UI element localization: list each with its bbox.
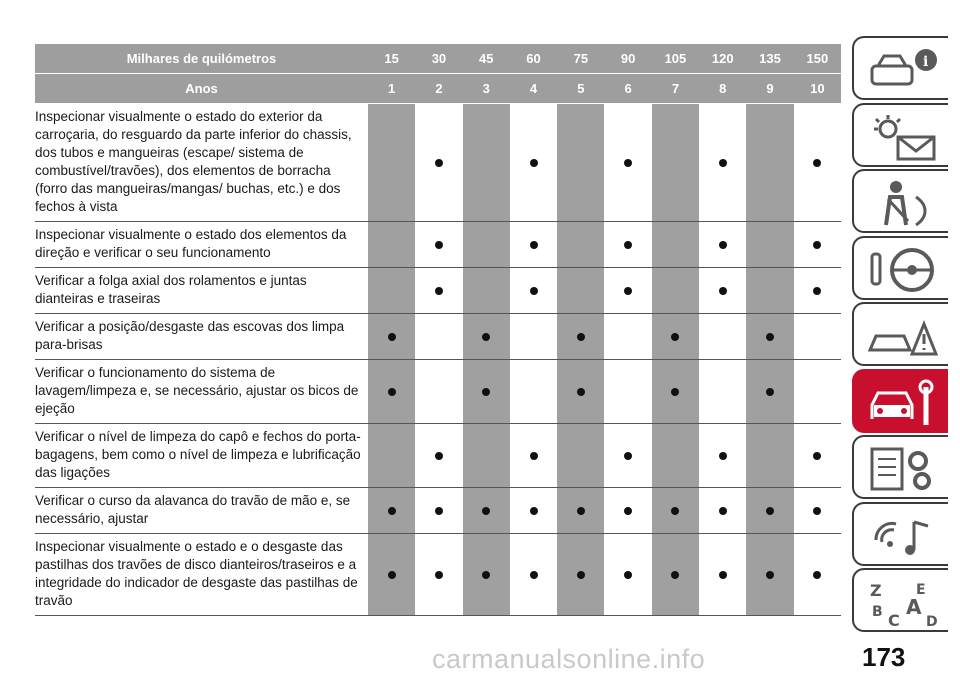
interval-cell [604,360,651,424]
interval-cell [604,534,651,616]
interval-cell [604,488,651,534]
sidebar-tab-technical-data[interactable] [852,435,948,499]
scheduled-dot-icon [482,571,490,579]
sidebar-tab-car-info[interactable] [852,36,948,100]
interval-cell [604,222,651,268]
scheduled-dot-icon [530,241,538,249]
interval-cell [415,268,462,314]
maintenance-schedule-table [35,44,841,616]
technical-data-icon [866,443,940,495]
interval-cell [415,534,462,616]
svg-text:C: C [888,611,900,628]
header-row-years [35,74,841,104]
scheduled-dot-icon [813,571,821,579]
interval-cell [794,104,841,222]
scheduled-dot-icon [435,507,443,515]
interval-cell [746,104,793,222]
interval-cell [368,534,415,616]
table-row [35,534,841,616]
interval-cell [794,360,841,424]
interval-cell [746,314,793,360]
interval-cell [746,268,793,314]
table-row [35,314,841,360]
interval-cell [746,360,793,424]
interval-cell [415,314,462,360]
interval-cell [368,268,415,314]
header-years-label: Anos [35,74,368,104]
header-km-105: 105 [652,44,699,74]
scheduled-dot-icon [530,159,538,167]
interval-cell [415,424,462,488]
scheduled-dot-icon [624,571,632,579]
header-year-6: 6 [604,74,651,104]
interval-cell [699,424,746,488]
scheduled-dot-icon [719,507,727,515]
header-year-9: 9 [746,74,793,104]
scheduled-dot-icon [482,333,490,341]
warning-lights-icon [866,111,940,163]
scheduled-dot-icon [624,241,632,249]
scheduled-dot-icon [388,333,396,341]
sidebar-tab-multimedia[interactable] [852,502,948,566]
interval-cell [463,534,510,616]
emergency-icon [866,310,940,362]
interval-cell [510,268,557,314]
header-year-5: 5 [557,74,604,104]
scheduled-dot-icon [577,388,585,396]
table-row [35,424,841,488]
scheduled-dot-icon [719,452,727,460]
scheduled-dot-icon [577,333,585,341]
interval-cell [699,488,746,534]
header-year-1: 1 [368,74,415,104]
interval-cell [699,534,746,616]
scheduled-dot-icon [719,287,727,295]
header-km-120: 120 [699,44,746,74]
scheduled-dot-icon [624,507,632,515]
interval-cell [652,534,699,616]
schedule-body [35,104,841,616]
scheduled-dot-icon [813,159,821,167]
header-km-30: 30 [415,44,462,74]
interval-cell [415,104,462,222]
scheduled-dot-icon [530,287,538,295]
scheduled-dot-icon [671,507,679,515]
scheduled-dot-icon [388,571,396,579]
car-info-icon [866,44,940,96]
scheduled-dot-icon [530,507,538,515]
scheduled-dot-icon [719,241,727,249]
interval-cell [510,360,557,424]
interval-cell [368,424,415,488]
interval-cell [510,424,557,488]
scheduled-dot-icon [813,452,821,460]
header-km-90: 90 [604,44,651,74]
multimedia-icon [866,510,940,562]
interval-cell [368,104,415,222]
scheduled-dot-icon [813,507,821,515]
interval-cell [652,424,699,488]
interval-cell [557,314,604,360]
interval-cell [794,314,841,360]
interval-cell [463,360,510,424]
scheduled-dot-icon [482,388,490,396]
header-year-7: 7 [652,74,699,104]
header-year-10: 10 [794,74,841,104]
interval-cell [463,268,510,314]
sidebar-tab-steering-wheel[interactable] [852,236,948,300]
scheduled-dot-icon [719,571,727,579]
interval-cell [557,268,604,314]
interval-cell [604,268,651,314]
table-row [35,268,841,314]
interval-cell [557,360,604,424]
header-year-3: 3 [463,74,510,104]
table-row [35,360,841,424]
sidebar-tab-car-maintenance[interactable] [852,369,948,433]
scheduled-dot-icon [813,241,821,249]
interval-cell [652,268,699,314]
scheduled-dot-icon [435,571,443,579]
interval-cell [699,222,746,268]
interval-cell [510,222,557,268]
interval-cell [557,534,604,616]
interval-cell [794,424,841,488]
interval-cell [794,534,841,616]
scheduled-dot-icon [671,333,679,341]
svg-text:i: i [923,54,929,70]
sidebar-tab-safety-belt[interactable] [852,169,948,233]
interval-cell [415,222,462,268]
header-row-kilometers [35,44,841,74]
svg-text:A: A [906,595,922,619]
interval-cell [368,360,415,424]
interval-cell [652,222,699,268]
interval-cell [746,222,793,268]
svg-text:Z: Z [870,581,882,600]
interval-cell [557,222,604,268]
scheduled-dot-icon [577,507,585,515]
car-maintenance-icon [866,377,940,429]
interval-cell [746,488,793,534]
svg-text:D: D [926,614,938,628]
scheduled-dot-icon [813,287,821,295]
interval-cell [463,314,510,360]
scheduled-dot-icon [388,388,396,396]
interval-cell [415,488,462,534]
task-description: Verificar a posição/desgaste das escovas dos limpa para-brisas [35,314,368,360]
interval-cell [510,104,557,222]
svg-text:B: B [872,604,883,620]
interval-cell [463,424,510,488]
chapter-sidebar [852,36,948,635]
svg-text:E: E [916,582,926,598]
scheduled-dot-icon [388,507,396,515]
scheduled-dot-icon [624,452,632,460]
interval-cell [368,488,415,534]
header-year-2: 2 [415,74,462,104]
scheduled-dot-icon [435,287,443,295]
header-km-60: 60 [510,44,557,74]
interval-cell [604,314,651,360]
scheduled-dot-icon [435,159,443,167]
interval-cell [368,314,415,360]
interval-cell [463,104,510,222]
page-number: 173 [862,642,906,672]
interval-cell [699,268,746,314]
scheduled-dot-icon [435,241,443,249]
sidebar-tab-emergency[interactable] [852,302,948,366]
interval-cell [794,268,841,314]
interval-cell [746,424,793,488]
interval-cell [510,314,557,360]
sidebar-tab-index[interactable] [852,568,948,632]
index-icon [866,576,940,628]
interval-cell [699,104,746,222]
interval-cell [652,360,699,424]
header-km-135: 135 [746,44,793,74]
scheduled-dot-icon [671,388,679,396]
interval-cell [652,314,699,360]
task-description: Inspecionar visualmente o estado e o desgaste das pastilhas dos travões de disco dianteiros/traseiros e a integridade do indicador de desgaste das pastilhas de travão [35,534,368,616]
scheduled-dot-icon [671,571,679,579]
interval-cell [463,488,510,534]
task-description: Verificar o nível de limpeza do capô e fechos do porta-bagagens, bem como o nível de limpeza e lubrificação das ligações [35,424,368,488]
interval-cell [463,222,510,268]
interval-cell [794,488,841,534]
header-km-45: 45 [463,44,510,74]
interval-cell [510,534,557,616]
interval-cell [652,104,699,222]
sidebar-tab-warning-lights[interactable] [852,103,948,167]
interval-cell [368,222,415,268]
scheduled-dot-icon [530,571,538,579]
scheduled-dot-icon [435,452,443,460]
interval-cell [652,488,699,534]
interval-cell [699,314,746,360]
safety-belt-icon [866,177,940,229]
scheduled-dot-icon [766,571,774,579]
scheduled-dot-icon [577,571,585,579]
scheduled-dot-icon [530,452,538,460]
task-description: Verificar a folga axial dos rolamentos e juntas dianteiras e traseiras [35,268,368,314]
table-row [35,488,841,534]
task-description: Inspecionar visualmente o estado do exterior da carroçaria, do resguardo da parte inferior do chassis, dos tubos e mangueiras (escape/ sistema de combustível/travões), dos elementos de borracha (forro das mangueiras/mangas/ buchas, etc.) e dos fechos à vista [35,104,368,222]
scheduled-dot-icon [624,287,632,295]
task-description: Verificar o curso da alavanca do travão de mão e, se necessário, ajustar [35,488,368,534]
interval-cell [604,104,651,222]
interval-cell [794,222,841,268]
scheduled-dot-icon [624,159,632,167]
header-year-4: 4 [510,74,557,104]
header-km-150: 150 [794,44,841,74]
header-km-label: Milhares de quilómetros [35,44,368,74]
scheduled-dot-icon [766,507,774,515]
interval-cell [699,360,746,424]
scheduled-dot-icon [766,333,774,341]
scheduled-dot-icon [482,507,490,515]
interval-cell [604,424,651,488]
task-description: Inspecionar visualmente o estado dos elementos da direção e verificar o seu funcionamento [35,222,368,268]
watermark: carmanualsonline.info [432,644,706,674]
header-km-15: 15 [368,44,415,74]
table-row [35,104,841,222]
steering-wheel-icon [866,244,940,296]
interval-cell [510,488,557,534]
interval-cell [557,104,604,222]
scheduled-dot-icon [766,388,774,396]
task-description: Verificar o funcionamento do sistema de lavagem/limpeza e, se necessário, ajustar os bicos de ejeção [35,360,368,424]
table-row [35,222,841,268]
header-year-8: 8 [699,74,746,104]
scheduled-dot-icon [719,159,727,167]
interval-cell [557,488,604,534]
header-km-75: 75 [557,44,604,74]
interval-cell [746,534,793,616]
interval-cell [557,424,604,488]
interval-cell [415,360,462,424]
